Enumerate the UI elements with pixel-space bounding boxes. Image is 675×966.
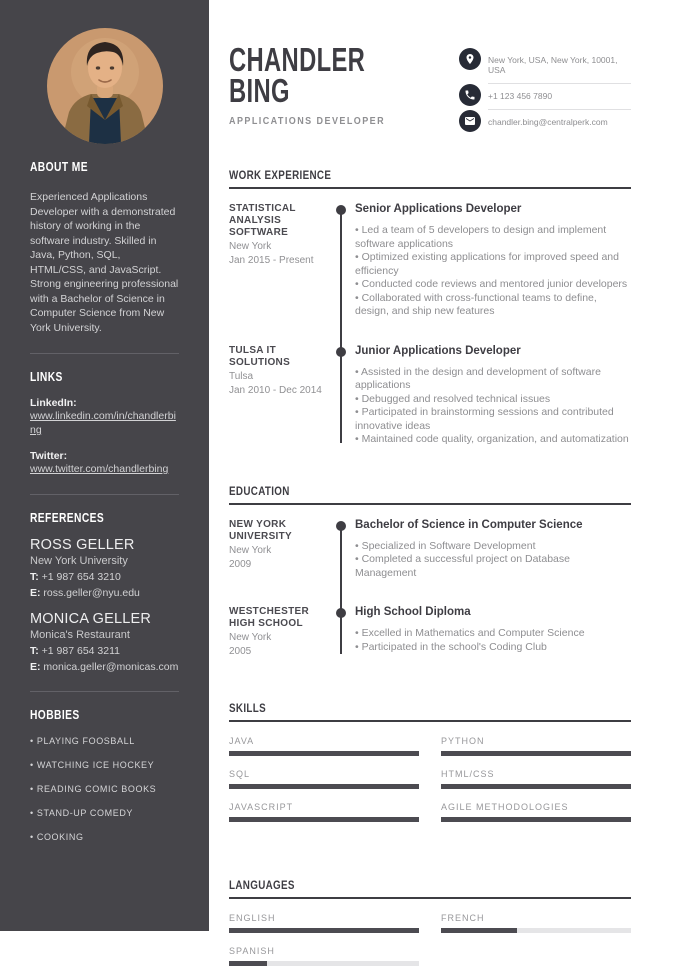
- skill-bar-track: [229, 784, 419, 789]
- entry-dates: 2005: [229, 646, 252, 657]
- location-pin-icon: [459, 48, 481, 70]
- reference-email: E: monica.geller@monicas.com: [30, 661, 179, 673]
- contact-block: [459, 48, 631, 135]
- timeline-dot-cell: [329, 345, 353, 447]
- timeline-dot: [336, 608, 346, 618]
- skill-label: JAVASCRIPT: [229, 802, 294, 812]
- entry-dates: Jan 2015 - Present: [229, 255, 314, 266]
- hobby-list: [30, 736, 179, 842]
- about-text: Experienced Applications Developer with a demonstrated history of working in the software industry. Skilled in Java, Python, SQL, HTML/CSS, and JavaScript. Strong engineering professional with a Bachelor of Science in Computer Science from New York University.: [30, 191, 179, 334]
- phone-icon: [459, 84, 481, 106]
- entry-company: STATISTICAL ANALYSIS SOFTWARE: [229, 203, 296, 238]
- sidebar-divider: [30, 494, 179, 495]
- language-bar-fill: [441, 928, 517, 933]
- links-heading: LINKS: [30, 370, 63, 384]
- skill-item: [229, 736, 419, 756]
- section-rule: [229, 897, 631, 899]
- language-label: SPANISH: [229, 946, 275, 956]
- hobbies-section: [30, 708, 179, 842]
- timeline-dot-cell: [329, 519, 353, 581]
- skill-label: HTML/CSS: [441, 769, 495, 779]
- linkedin-link[interactable]: www.linkedin.com/in/chandlerbing: [30, 410, 176, 436]
- section-rule: [229, 187, 631, 189]
- skill-label: JAVA: [229, 736, 255, 746]
- person-title: APPLICATIONS DEVELOPER: [229, 116, 386, 127]
- entry-location: New York: [229, 241, 272, 252]
- references-heading: REFERENCES: [30, 511, 105, 525]
- entry-title: Senior Applications Developer: [355, 203, 522, 215]
- language-bar-track: [441, 928, 631, 933]
- bullet-item: • Maintained code quality, organization, and automatization: [355, 433, 631, 447]
- bullet-item: • Excelled in Mathematics and Computer Science: [355, 627, 631, 641]
- entry-location: Tulsa: [229, 370, 254, 382]
- education-entry: [229, 519, 631, 581]
- skill-bar-fill: [229, 784, 419, 789]
- main-content: [209, 0, 675, 956]
- entry-company: TULSA IT SOLUTIONS: [229, 344, 291, 368]
- skill-label: PYTHON: [441, 736, 485, 746]
- timeline-dot: [336, 205, 346, 215]
- bullet-item: • Participated in brainstorming sessions and contributed innovative ideas: [355, 406, 631, 433]
- hobby-item: • PLAYING FOOSBALL: [30, 736, 179, 746]
- education-heading: EDUCATION: [229, 483, 290, 498]
- hobby-item: • STAND-UP COMEDY: [30, 808, 179, 818]
- work-entries: [229, 203, 631, 447]
- contact-email: chandler.bing@centralperk.com: [488, 117, 608, 127]
- language-item: [229, 946, 419, 966]
- about-heading: ABOUT ME: [30, 160, 88, 174]
- language-bar-track: [229, 928, 419, 933]
- skill-bar-fill: [441, 817, 631, 822]
- skill-item: [229, 802, 419, 822]
- skills-grid: [229, 736, 631, 822]
- languages-grid: [229, 913, 631, 966]
- education-entries: [229, 519, 631, 659]
- languages-heading: LANGUAGES: [229, 878, 295, 892]
- bullet-item: • Led a team of 5 developers to design and implement software applications: [355, 224, 631, 251]
- bullet-item: • Debugged and resolved technical issues: [355, 393, 631, 407]
- language-bar-fill: [229, 928, 419, 933]
- languages-section: [229, 878, 631, 966]
- skill-bar-fill: [441, 751, 631, 756]
- contact-row-email: [459, 110, 631, 135]
- skill-bar-fill: [441, 784, 631, 789]
- hobby-item: • WATCHING ICE HOCKEY: [30, 760, 179, 770]
- reference-org: New York University: [30, 555, 128, 567]
- work-heading: WORK EXPERIENCE: [229, 168, 332, 182]
- portrait-illustration: [47, 28, 163, 144]
- sidebar: [0, 0, 209, 931]
- entry-bullets: [355, 366, 631, 447]
- hobby-item: • COOKING: [30, 832, 179, 842]
- person-name: CHANDLER BING: [229, 41, 366, 109]
- profile-photo: [47, 28, 163, 144]
- skill-bar-track: [441, 784, 631, 789]
- skill-item: [441, 769, 631, 789]
- header: [229, 41, 631, 135]
- entry-location: New York: [229, 544, 272, 556]
- timeline-dot: [336, 347, 346, 357]
- name-block: [229, 41, 418, 127]
- education-section: [229, 484, 631, 659]
- sidebar-divider: [30, 691, 179, 692]
- skill-bar-track: [441, 817, 631, 822]
- reference-item: [30, 611, 179, 673]
- entry-bullets: [355, 627, 631, 654]
- work-entry: [229, 345, 631, 447]
- reference-item: [30, 537, 179, 599]
- reference-phone: T: +1 987 654 3210: [30, 571, 121, 583]
- skills-heading: SKILLS: [229, 701, 266, 715]
- reference-org: Monica's Restaurant: [30, 629, 130, 641]
- links-section: [30, 370, 179, 476]
- entry-meta: [229, 519, 329, 581]
- entry-body: [353, 606, 631, 658]
- contact-location: New York, USA, New York, 10001, USA: [488, 48, 631, 84]
- link-label: Twitter:: [30, 450, 68, 462]
- bullet-item: • Collaborated with cross-functional teams to define, design, and ship new features: [355, 292, 631, 319]
- entry-body: [353, 519, 631, 581]
- section-rule: [229, 503, 631, 505]
- skills-section: [229, 701, 631, 822]
- hobbies-heading: HOBBIES: [30, 708, 80, 722]
- contact-phone: +1 123 456 7890: [488, 84, 631, 110]
- timeline-dot: [336, 521, 346, 531]
- skill-bar-fill: [229, 751, 419, 756]
- language-item: [441, 913, 631, 933]
- skill-label: SQL: [229, 769, 251, 779]
- entry-bullets: [355, 224, 631, 319]
- bullet-item: • Optimized existing applications for improved speed and efficiency: [355, 251, 631, 278]
- contact-row-location: [459, 48, 631, 84]
- language-bar-fill: [229, 961, 267, 966]
- about-section: [30, 160, 179, 335]
- education-entry: [229, 606, 631, 658]
- skill-item: [441, 802, 631, 822]
- entry-meta: [229, 345, 329, 447]
- language-item: [229, 913, 419, 933]
- work-entry: [229, 203, 631, 319]
- bullet-item: • Completed a successful project on Database Management: [355, 553, 631, 580]
- language-label: ENGLISH: [229, 913, 276, 923]
- reference-name: MONICA GELLER: [30, 611, 152, 627]
- section-rule: [229, 720, 631, 722]
- reference-phone: T: +1 987 654 3211: [30, 645, 121, 657]
- entry-title: Junior Applications Developer: [355, 344, 521, 357]
- entry-body: [353, 345, 631, 447]
- entry-meta: [229, 203, 329, 319]
- bullet-item: • Specialized in Software Development: [355, 540, 631, 554]
- sidebar-divider: [30, 353, 179, 354]
- language-bar-track: [229, 961, 419, 966]
- entry-bullets: [355, 540, 631, 581]
- timeline-dot-cell: [329, 203, 353, 319]
- language-label: FRENCH: [441, 913, 485, 923]
- timeline-dot-cell: [329, 606, 353, 658]
- reference-name: ROSS GELLER: [30, 537, 135, 553]
- skill-bar-track: [229, 751, 419, 756]
- entry-dates: 2009: [229, 558, 252, 570]
- skill-item: [441, 736, 631, 756]
- entry-location: New York: [229, 632, 272, 643]
- twitter-link[interactable]: www.twitter.com/chandlerbing: [30, 463, 169, 475]
- link-label: LinkedIn:: [30, 397, 77, 409]
- skill-label: AGILE METHODOLOGIES: [441, 802, 569, 812]
- skill-bar-fill: [229, 817, 419, 822]
- entry-meta: [229, 606, 329, 658]
- link-item-twitter: [30, 450, 179, 476]
- entry-title: Bachelor of Science in Computer Science: [355, 518, 583, 531]
- skill-bar-track: [229, 817, 419, 822]
- hobby-item: • READING COMIC BOOKS: [30, 784, 179, 794]
- entry-school: NEW YORK UNIVERSITY: [229, 518, 293, 542]
- entry-school: WESTCHESTER HIGH SCHOOL: [229, 606, 309, 629]
- link-item-linkedin: [30, 397, 179, 437]
- email-icon: [459, 110, 481, 132]
- contact-row-phone: [459, 84, 631, 110]
- references-section: [30, 511, 179, 673]
- skill-item: [229, 769, 419, 789]
- entry-dates: Jan 2010 - Dec 2014: [229, 384, 322, 396]
- bullet-item: • Conducted code reviews and mentored junior developers: [355, 278, 631, 292]
- entry-title: High School Diploma: [355, 606, 471, 618]
- bullet-item: • Assisted in the design and development of software applications: [355, 366, 631, 393]
- entry-body: [353, 203, 631, 319]
- work-experience-section: [229, 168, 631, 447]
- bullet-item: • Participated in the school's Coding Club: [355, 641, 631, 655]
- skill-bar-track: [441, 751, 631, 756]
- reference-email: E: ross.geller@nyu.edu: [30, 587, 140, 599]
